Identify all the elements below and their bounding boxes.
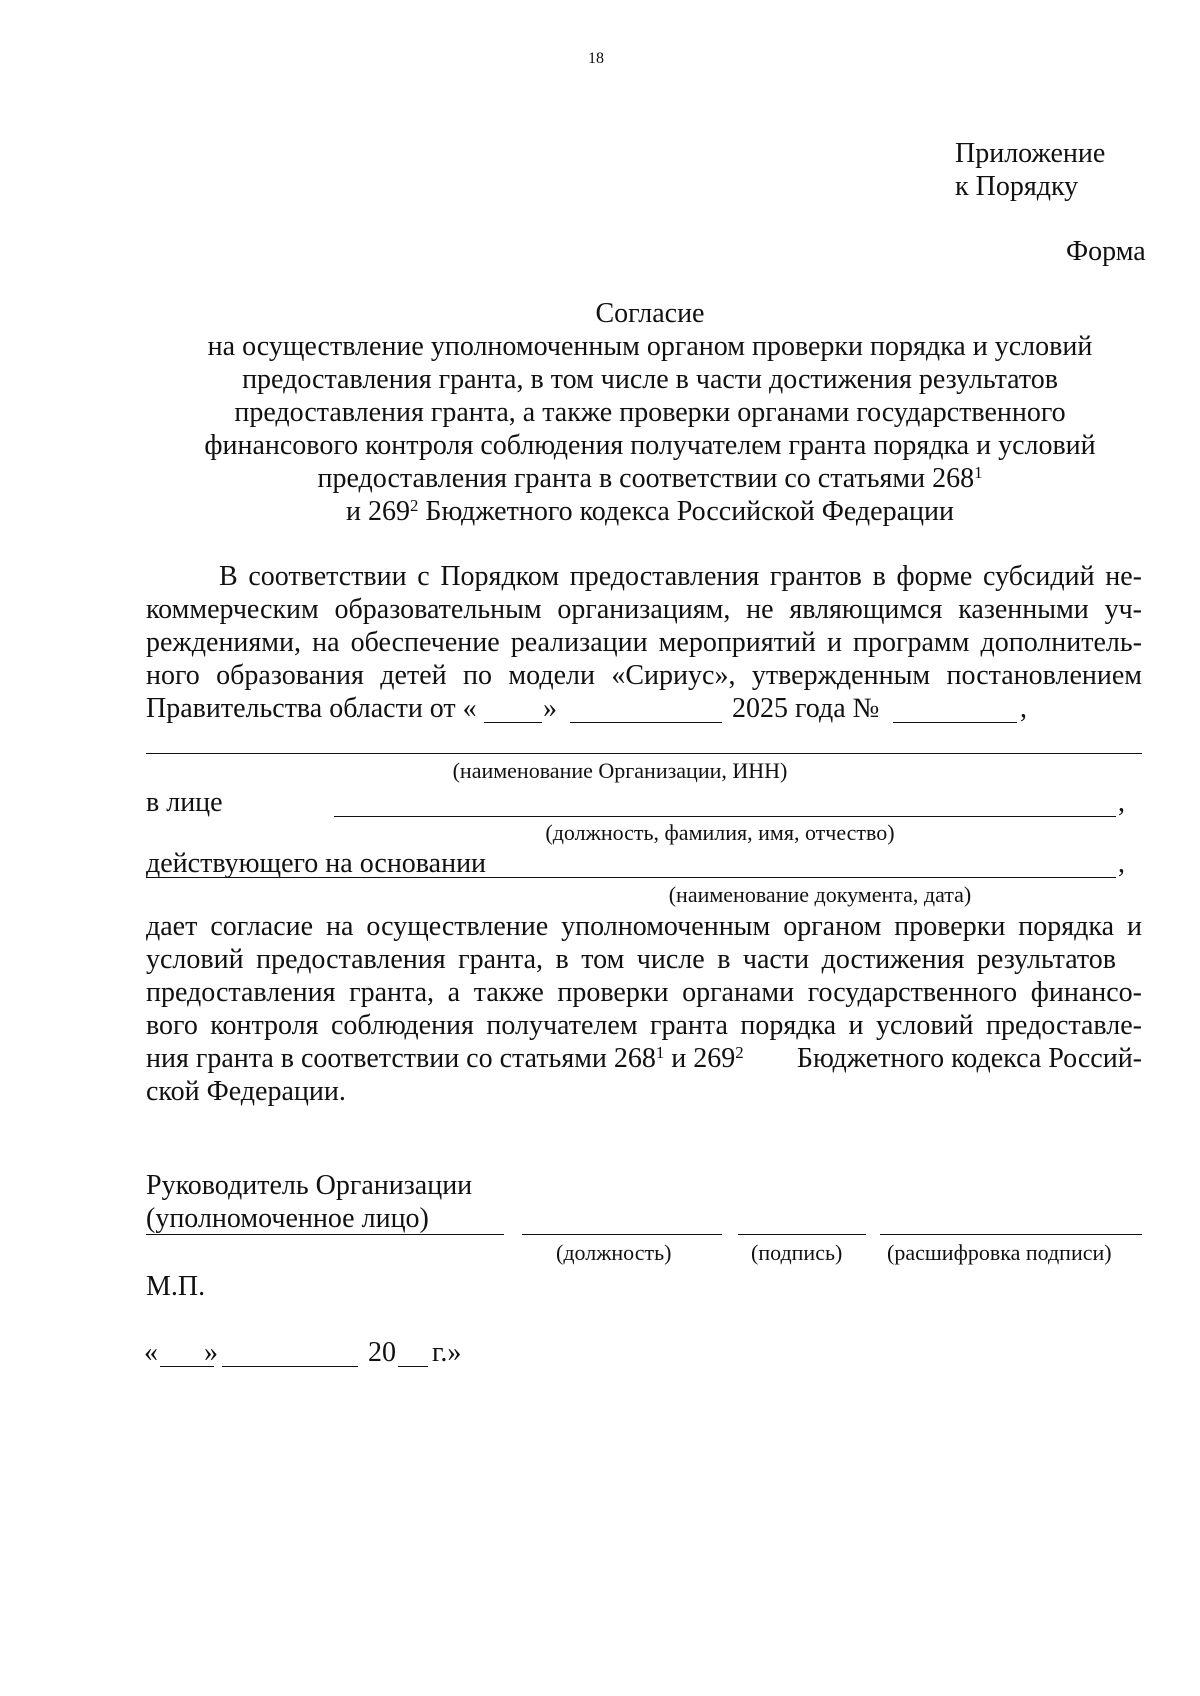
position-field[interactable] [522, 1234, 722, 1235]
decode-caption: (расшифровка подписи) [887, 1240, 1112, 1265]
signature-caption: (подпись) [751, 1240, 843, 1265]
signatory-underline [146, 1234, 504, 1235]
appendix-line-1: Приложение [955, 138, 1106, 169]
resolution-number-blank[interactable] [893, 722, 1017, 723]
organization-field[interactable] [146, 753, 1142, 754]
intro-line: Правительства области от « [146, 693, 477, 724]
title-line [120, 496, 1180, 529]
consent-line: предоставления гранта, а также проверки органами государственного финансо- [146, 977, 1142, 1008]
title-line: финансового контроля соблюдения получателем гранта порядка и условий [204, 430, 1096, 461]
title-line [120, 463, 1180, 496]
consent-line: ской Федерации. [146, 1076, 346, 1107]
superscript: 2 [735, 1042, 744, 1062]
signature-field[interactable] [738, 1234, 866, 1235]
month-blank[interactable] [570, 722, 722, 723]
title-line: Согласие [595, 298, 705, 329]
consent-line: условий предоставления гранта, в том числе в части достижения результатов [146, 944, 1116, 975]
intro-line: , [1020, 693, 1027, 724]
title-text: Бюджетного кодекса Российской Федерации [418, 496, 954, 527]
signature-decode-field[interactable] [880, 1234, 1142, 1235]
date-year-prefix: 20 [368, 1337, 396, 1368]
signatory-subtitle: (уполномоченное лицо) [146, 1203, 429, 1234]
intro-line: » [543, 693, 557, 724]
intro-line: В соответствии с Порядком предоставления грантов в форме субсидий не- [219, 561, 1142, 592]
signatory-title: Руководитель Организации [146, 1170, 473, 1201]
intro-line: коммерческим образовательным организациям, не являющимся казенными уч- [146, 594, 1142, 625]
intro-line: реждениями, на обеспечение реализации мероприятий и программ дополнитель- [146, 627, 1142, 658]
superscript: 2 [409, 495, 419, 515]
page-number: 18 [588, 50, 604, 67]
basis-document-field[interactable] [146, 877, 1116, 878]
acting-label: действующего на основании [146, 848, 487, 879]
date-close-quote: » [204, 1337, 218, 1368]
date-year-blank[interactable] [398, 1366, 428, 1367]
in-person-label: в лице [146, 787, 223, 818]
title-text: предоставления гранта в соответствии со статьями 268 [317, 463, 975, 494]
comma: , [1118, 848, 1125, 879]
document-title [120, 298, 1180, 529]
comma: , [1118, 787, 1125, 818]
title-line: предоставления гранта, в том числе в части достижения результатов [242, 364, 1058, 395]
day-blank[interactable] [484, 722, 542, 723]
date-month-blank[interactable] [222, 1366, 358, 1367]
stamp-label: М.П. [146, 1271, 206, 1302]
appendix-line-2: к Порядку [955, 171, 1079, 202]
intro-line: ного образования детей по модели «Сириус», утвержденным постановлением [146, 660, 1142, 691]
title-line: на осуществление уполномоченным органом проверки порядка и условий [207, 331, 1093, 362]
consent-text: Бюджетного кодекса Россий- [796, 1043, 1142, 1074]
consent-line: вого контроля соблюдения получателем гранта порядка и условий предоставле- [146, 1010, 1142, 1041]
date-year-suffix: г.» [432, 1337, 462, 1368]
person-field[interactable] [334, 816, 1116, 817]
date-open-quote: « [144, 1337, 158, 1368]
title-text: и 269 [346, 496, 410, 527]
superscript: 1 [974, 462, 983, 482]
position-caption: (должность) [556, 1240, 672, 1265]
document-caption: (наименование документа, дата) [668, 882, 972, 907]
form-label: Форма [1066, 236, 1146, 267]
person-caption: (должность, фамилия, имя, отчество) [545, 820, 895, 845]
organization-caption: (наименование Организации, ИНН) [452, 758, 788, 783]
consent-line [146, 1043, 1142, 1075]
consent-line: дает согласие на осуществление уполномоченным органом проверки порядка и [146, 911, 1142, 942]
title-line: предоставления гранта, а также проверки органами государственного [234, 397, 1066, 428]
consent-text: ния гранта в соответствии со статьями $268^1$ и $269^2$ [146, 1042, 744, 1074]
superscript: 1 [655, 1042, 665, 1062]
intro-line: 2025 года № [732, 693, 880, 724]
